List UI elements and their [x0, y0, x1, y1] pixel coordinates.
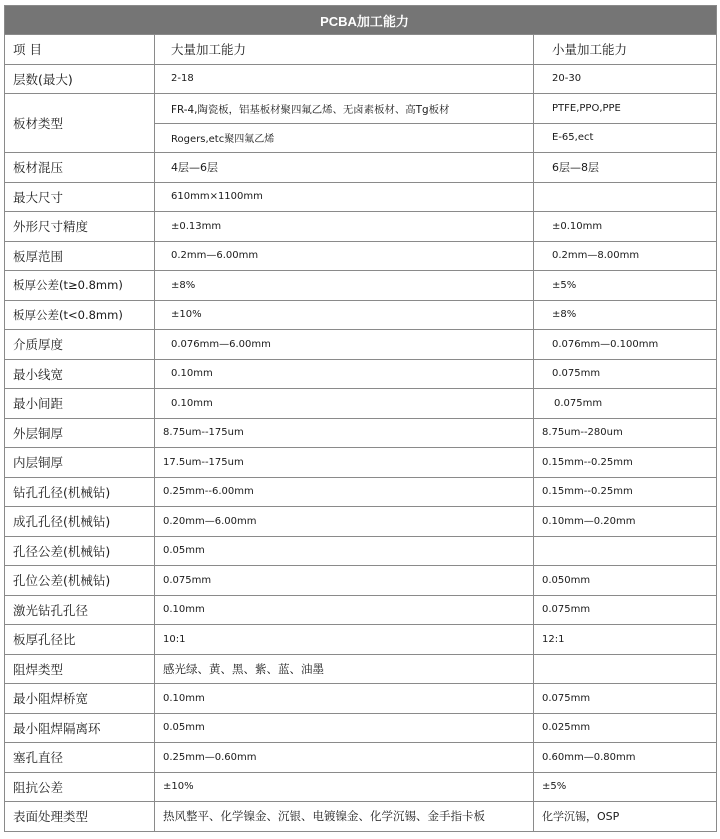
large-volume-value: 0.25mm--6.00mm — [155, 477, 534, 507]
small-volume-value: 0.60mm—0.80mm — [534, 743, 717, 773]
row-label: 表面处理类型 — [5, 802, 155, 832]
table-row — [5, 359, 717, 389]
row-label: 内层铜厚 — [5, 448, 155, 478]
table-row — [5, 477, 717, 507]
small-volume-value: 0.050mm — [534, 566, 717, 596]
row-label: 介质厚度 — [5, 330, 155, 360]
large-volume-value: 4层—6层 — [155, 153, 534, 183]
small-volume-value — [534, 654, 717, 684]
table-row — [5, 713, 717, 743]
row-label: 孔径公差(机械钻) — [5, 536, 155, 566]
large-volume-value: 0.05mm — [155, 536, 534, 566]
table-row — [5, 507, 717, 537]
small-volume-value: 0.075mm — [534, 389, 717, 419]
small-volume-value: 0.10mm—0.20mm — [534, 507, 717, 537]
large-volume-value: 0.05mm — [155, 713, 534, 743]
table-row — [5, 241, 717, 271]
table-header-row — [5, 35, 717, 65]
large-volume-value: 8.75um--175um — [155, 418, 534, 448]
row-label: 板厚公差(t≥0.8mm) — [5, 271, 155, 301]
large-volume-value: 0.2mm—6.00mm — [155, 241, 534, 271]
table-row — [5, 389, 717, 419]
small-volume-value: 8.75um--280um — [534, 418, 717, 448]
large-volume-value: 17.5um--175um — [155, 448, 534, 478]
small-volume-value: 0.075mm — [534, 359, 717, 389]
large-volume-value: 0.10mm — [155, 595, 534, 625]
table-row — [5, 330, 717, 360]
small-volume-value: 0.076mm—0.100mm — [534, 330, 717, 360]
row-label: 最小阻焊桥宽 — [5, 684, 155, 714]
row-label: 外层铜厚 — [5, 418, 155, 448]
table-row — [5, 625, 717, 655]
small-volume-value — [534, 182, 717, 212]
row-label: 外形尺寸精度 — [5, 212, 155, 242]
row-label: 阻焊类型 — [5, 654, 155, 684]
large-volume-value: 0.10mm — [155, 359, 534, 389]
table-row — [5, 271, 717, 301]
row-label: 最小阻焊隔离环 — [5, 713, 155, 743]
small-volume-value — [534, 536, 717, 566]
small-volume-value: 0.075mm — [534, 595, 717, 625]
row-label: 最小线宽 — [5, 359, 155, 389]
large-volume-value-line2: Rogers,etc聚四氟乙烯 — [155, 123, 534, 153]
large-volume-value: 2-18 — [155, 64, 534, 94]
row-label: 钻孔孔径(机械钻) — [5, 477, 155, 507]
small-volume-value: 0.025mm — [534, 713, 717, 743]
row-label: 阻抗公差 — [5, 772, 155, 802]
large-volume-value: 感光绿、黄、黑、紫、蓝、油墨 — [155, 654, 534, 684]
table-row — [5, 802, 717, 832]
small-volume-value: 20-30 — [534, 64, 717, 94]
small-volume-value: ±5% — [534, 772, 717, 802]
large-volume-value: 0.076mm—6.00mm — [155, 330, 534, 360]
header-item: 项 目 — [5, 35, 155, 65]
large-volume-value: ±8% — [155, 271, 534, 301]
large-volume-value: FR-4,陶瓷板，铝基板材聚四氟乙烯、无卤素板材、高Tg板材 — [155, 94, 534, 124]
row-label: 成孔孔径(机械钻) — [5, 507, 155, 537]
row-label: 板厚公差(t<0.8mm) — [5, 300, 155, 330]
large-volume-value: 10:1 — [155, 625, 534, 655]
header-small-volume: 小量加工能力 — [534, 35, 717, 65]
large-volume-value: 热风整平、化学镍金、沉银、电镀镍金、化学沉锡、金手指卡板 — [155, 802, 534, 832]
small-volume-value: 0.2mm—8.00mm — [534, 241, 717, 271]
small-volume-value: 12:1 — [534, 625, 717, 655]
small-volume-value: ±5% — [534, 271, 717, 301]
large-volume-value: 0.25mm—0.60mm — [155, 743, 534, 773]
table-title: PCBA加工能力 — [5, 6, 717, 35]
table-row — [5, 743, 717, 773]
table-row — [5, 300, 717, 330]
large-volume-value: 0.075mm — [155, 566, 534, 596]
table-row — [5, 684, 717, 714]
small-volume-value: 化学沉锡，OSP — [534, 802, 717, 832]
row-label: 激光钻孔孔径 — [5, 595, 155, 625]
row-label: 最小间距 — [5, 389, 155, 419]
table-row — [5, 418, 717, 448]
row-label: 最大尺寸 — [5, 182, 155, 212]
table-row — [5, 182, 717, 212]
small-volume-value: PTFE,PPO,PPE — [534, 94, 717, 124]
row-label: 孔位公差(机械钻) — [5, 566, 155, 596]
small-volume-value: ±0.10mm — [534, 212, 717, 242]
small-volume-value: ±8% — [534, 300, 717, 330]
table-row — [5, 94, 717, 124]
row-label: 板材类型 — [5, 94, 155, 153]
table-row — [5, 654, 717, 684]
row-label: 板厚范围 — [5, 241, 155, 271]
large-volume-value: 0.10mm — [155, 684, 534, 714]
header-large-volume: 大量加工能力 — [155, 35, 534, 65]
table-row — [5, 595, 717, 625]
table-row — [5, 566, 717, 596]
small-volume-value-line2: E-65,ect — [534, 123, 717, 153]
small-volume-value: 6层—8层 — [534, 153, 717, 183]
large-volume-value: 610mm×1100mm — [155, 182, 534, 212]
row-label: 层数(最大) — [5, 64, 155, 94]
table-title-row — [5, 6, 717, 35]
large-volume-value: ±10% — [155, 300, 534, 330]
small-volume-value: 0.15mm--0.25mm — [534, 448, 717, 478]
row-label: 塞孔直径 — [5, 743, 155, 773]
table-row — [5, 448, 717, 478]
large-volume-value: ±10% — [155, 772, 534, 802]
row-label: 板材混压 — [5, 153, 155, 183]
table-row — [5, 153, 717, 183]
large-volume-value: 0.20mm—6.00mm — [155, 507, 534, 537]
pcba-capability-table — [4, 5, 717, 832]
small-volume-value: 0.075mm — [534, 684, 717, 714]
row-label: 板厚孔径比 — [5, 625, 155, 655]
small-volume-value: 0.15mm--0.25mm — [534, 477, 717, 507]
large-volume-value: ±0.13mm — [155, 212, 534, 242]
table-row — [5, 772, 717, 802]
table-row — [5, 212, 717, 242]
table-row — [5, 64, 717, 94]
large-volume-value: 0.10mm — [155, 389, 534, 419]
table-row — [5, 536, 717, 566]
